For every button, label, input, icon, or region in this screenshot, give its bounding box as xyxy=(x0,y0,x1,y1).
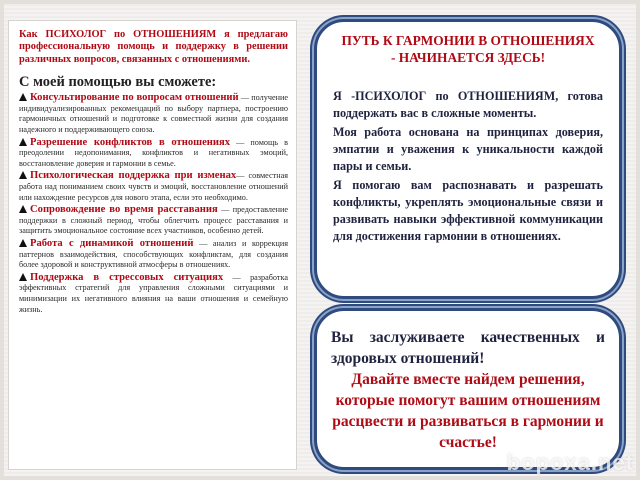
service-title: Сопровождение во время расставания xyxy=(30,204,218,216)
service-title: Консультирование по вопросам отношений xyxy=(30,92,239,104)
cta-box xyxy=(314,308,622,470)
service-description: — совместная работа над пониманием своих чувств и эмоций, восстановление отношений или нахождение ресурсов для нового этапа, если это необходимо. xyxy=(19,171,288,202)
harmony-body xyxy=(333,88,603,245)
harmony-heading: ПУТЬ К ГАРМОНИИ В ОТНОШЕНИЯХ xyxy=(341,33,595,48)
triangle-bullet-icon xyxy=(19,273,27,281)
triangle-bullet-icon xyxy=(19,93,27,101)
service-item xyxy=(19,273,288,315)
service-title: Психологическая поддержка при изменах xyxy=(30,170,237,182)
triangle-bullet-icon xyxy=(19,171,27,179)
harmony-paragraph: Моя работа основана на принципах доверия, эмпатии и уважения к уникальности каждой пары и семьи. xyxy=(333,125,603,173)
harmony-paragraph: Я -ПСИХОЛОГ по ОТНОШЕНИЯМ, готова поддержать вас в сложные моменты. xyxy=(333,89,603,120)
triangle-bullet-icon xyxy=(19,205,27,213)
services-subtitle: С моей помощью вы сможете: xyxy=(19,74,217,91)
harmony-paragraph: Я помогаю вам распознавать и разрешать конфликты, укреплять эмоциональные связи и развивать навыки эффективной коммуникации для достижения гармонии в отношениях. xyxy=(333,178,603,243)
intro-text: Как ПСИХОЛОГ по ОТНОШЕНИЯМ я предлагаю профессиональную помощь и поддержку в решении различных вопросов, связанных с отношениями. xyxy=(19,29,288,65)
service-description: — предоставление поддержки в сложный период, чтобы облегчить процесс расставания и защитить эмоциональное состояние всех участников, особенно детей. xyxy=(19,205,288,236)
service-description: — помощь в преодолении недопонимания, конфликтов и негативных эмоций, восстановление доверия и гармонии в семье. xyxy=(19,137,288,168)
service-description: — получение индивидуализированных рекомендаций по выбору партнера, построению гармоничных отношений и подготовке к совместной жизни для создания надежного и поддерживающего союза. xyxy=(19,93,288,134)
service-title: Поддержка в стрессовых ситуациях xyxy=(30,271,224,283)
service-item xyxy=(19,205,288,237)
harmony-box xyxy=(314,19,622,299)
services-panel xyxy=(8,20,297,470)
service-item xyxy=(19,171,288,203)
service-title: Разрешение конфликтов в отношениях xyxy=(30,136,231,148)
service-item xyxy=(19,93,288,135)
watermark: bopoxa.net xyxy=(506,450,634,475)
service-item xyxy=(19,138,288,170)
service-description: — анализ и коррекция паттернов взаимодействия, способствующих конфликтам, для создания более здоровой и конструктивной атмосферы в отношениях. xyxy=(19,238,288,270)
service-title: Работа с динамикой отношений xyxy=(30,237,194,249)
cta-text: Давайте вместе найдем решения, которые помогут вашим отношениям расцвести и развиваться в гармонии и счастье! xyxy=(332,371,604,451)
services-list xyxy=(19,93,288,315)
cta-question: Вы заслуживаете качественных и здоровых отношений! xyxy=(331,329,605,367)
service-description: — разработка эффективных стратегий для управления сложными ситуациями и минимизации их негативного влияния на ваши отношения и семейную жизнь. xyxy=(19,272,288,314)
triangle-bullet-icon xyxy=(19,239,27,247)
harmony-subheading: - НАЧИНАЕТСЯ ЗДЕСЬ! xyxy=(390,50,546,65)
triangle-bullet-icon xyxy=(19,138,27,146)
service-item xyxy=(19,239,288,271)
